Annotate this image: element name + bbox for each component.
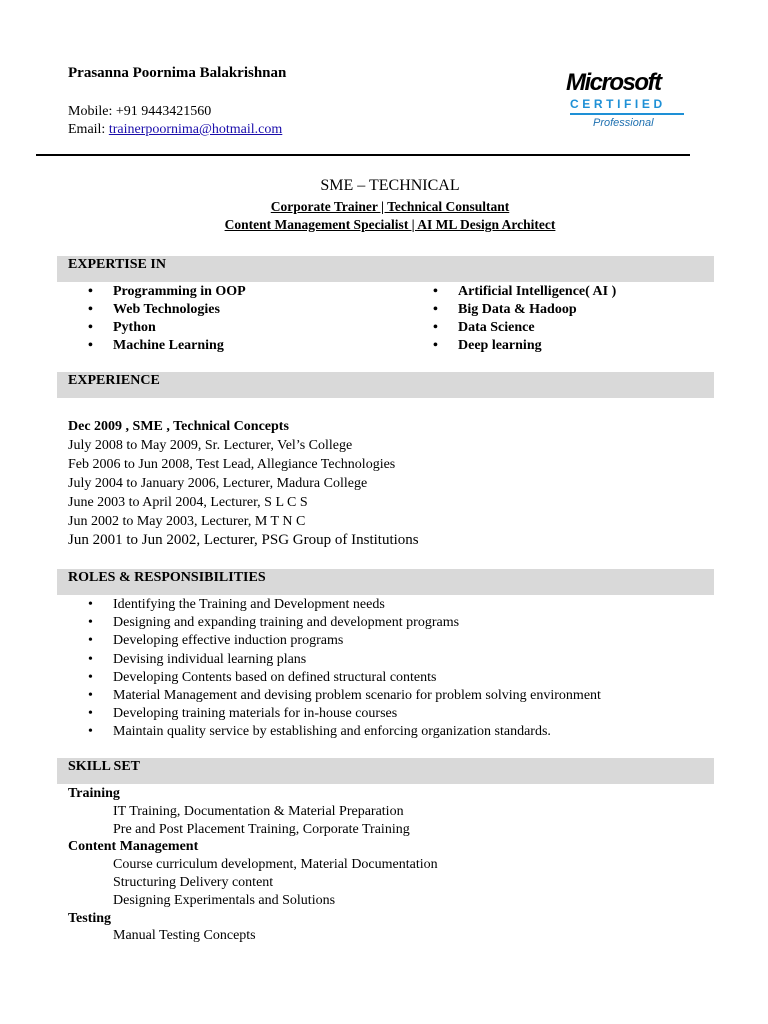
role-item: • Identifying the Training and Development needs [88, 596, 601, 614]
experience-entry: Dec 2009 , SME , Technical Concepts [68, 419, 289, 434]
experience-entry: June 2003 to April 2004, Lecturer, S L C S [68, 495, 308, 510]
mobile-line [68, 104, 211, 120]
email-label: Email: [68, 122, 109, 137]
logo-certified: CERTIFIED [570, 97, 666, 111]
microsoft-certified-logo [566, 70, 690, 136]
skill-item: Manual Testing Concepts [113, 928, 256, 944]
experience-entry: Jun 2001 to Jun 2002, Lecturer, PSG Group of Institutions [68, 532, 419, 548]
email-line [68, 122, 282, 138]
role-item: • Maintain quality service by establishing and enforcing organization standards. [88, 723, 601, 741]
section-experience [57, 372, 714, 398]
expertise-item: • Web Technologies [88, 301, 246, 319]
experience-entry: Jun 2002 to May 2003, Lecturer, M T N C [68, 514, 306, 529]
expertise-item: • Python [88, 319, 246, 337]
experience-entry: July 2008 to May 2009, Sr. Lecturer, Vel’s College [68, 438, 353, 453]
expertise-item: • Programming in OOP [88, 283, 246, 301]
expertise-item: • Data Science [433, 319, 616, 337]
subtitle-line-2: Content Management Specialist | AI ML Design Architect [224, 217, 556, 232]
resume-title: SME – TECHNICAL [320, 177, 460, 194]
expertise-item: • Big Data & Hadoop [433, 301, 616, 319]
role-item: • Developing effective induction programs [88, 632, 601, 650]
experience-list [68, 417, 419, 550]
role-item: • Developing training materials for in-house courses [88, 705, 601, 723]
skill-category-training: Training [68, 786, 120, 801]
candidate-name: Prasanna Poornima Balakrishnan [68, 65, 287, 81]
section-expertise [57, 256, 714, 282]
role-item: • Designing and expanding training and development programs [88, 614, 601, 632]
section-roles-heading: ROLES & RESPONSIBILITIES [68, 570, 266, 585]
expertise-list-left [88, 283, 246, 355]
skill-item: Course curriculum development, Material Documentation [113, 857, 438, 873]
skill-item: Structuring Delivery content [113, 874, 274, 890]
mobile-label: Mobile: [68, 104, 116, 119]
skills-list [68, 785, 438, 945]
expertise-item: • Deep learning [433, 337, 616, 355]
mobile-number: +91 9443421560 [115, 104, 212, 119]
email-link[interactable]: trainerpoornima@hotmail.com [108, 122, 283, 137]
skill-category-content: Content Management [68, 839, 199, 855]
section-skills-heading: SKILL SET [68, 759, 140, 774]
role-item: • Devising individual learning plans [88, 651, 601, 669]
logo-brand: Microsoft [566, 69, 661, 96]
expertise-item: • Artificial Intelligence( AI ) [433, 283, 616, 301]
section-expertise-heading: EXPERTISE IN [68, 257, 166, 272]
roles-list [88, 596, 601, 742]
role-item: • Material Management and devising problem scenario for problem solving environment [88, 687, 601, 705]
skill-item: Designing Experimentals and Solutions [113, 892, 336, 908]
logo-level: Professional [593, 117, 654, 129]
logo-rule [570, 113, 684, 115]
subtitle-line-1: Corporate Trainer | Technical Consultant [270, 199, 510, 214]
expertise-list-right [433, 283, 616, 355]
skill-item: IT Training, Documentation & Material Preparation [113, 803, 404, 819]
experience-entry: July 2004 to January 2006, Lecturer, Madura College [68, 476, 368, 491]
section-experience-heading: EXPERIENCE [68, 373, 160, 388]
skill-category-testing: Testing [68, 910, 112, 926]
section-skills [57, 758, 714, 784]
section-roles [57, 569, 714, 595]
experience-entry: Feb 2006 to Jun 2008, Test Lead, Allegiance Technologies [68, 457, 396, 472]
skill-item: Pre and Post Placement Training, Corporate Training [113, 821, 410, 837]
header-divider [36, 154, 690, 156]
role-item: • Developing Contents based on defined structural contents [88, 669, 601, 687]
expertise-item: • Machine Learning [88, 337, 246, 355]
